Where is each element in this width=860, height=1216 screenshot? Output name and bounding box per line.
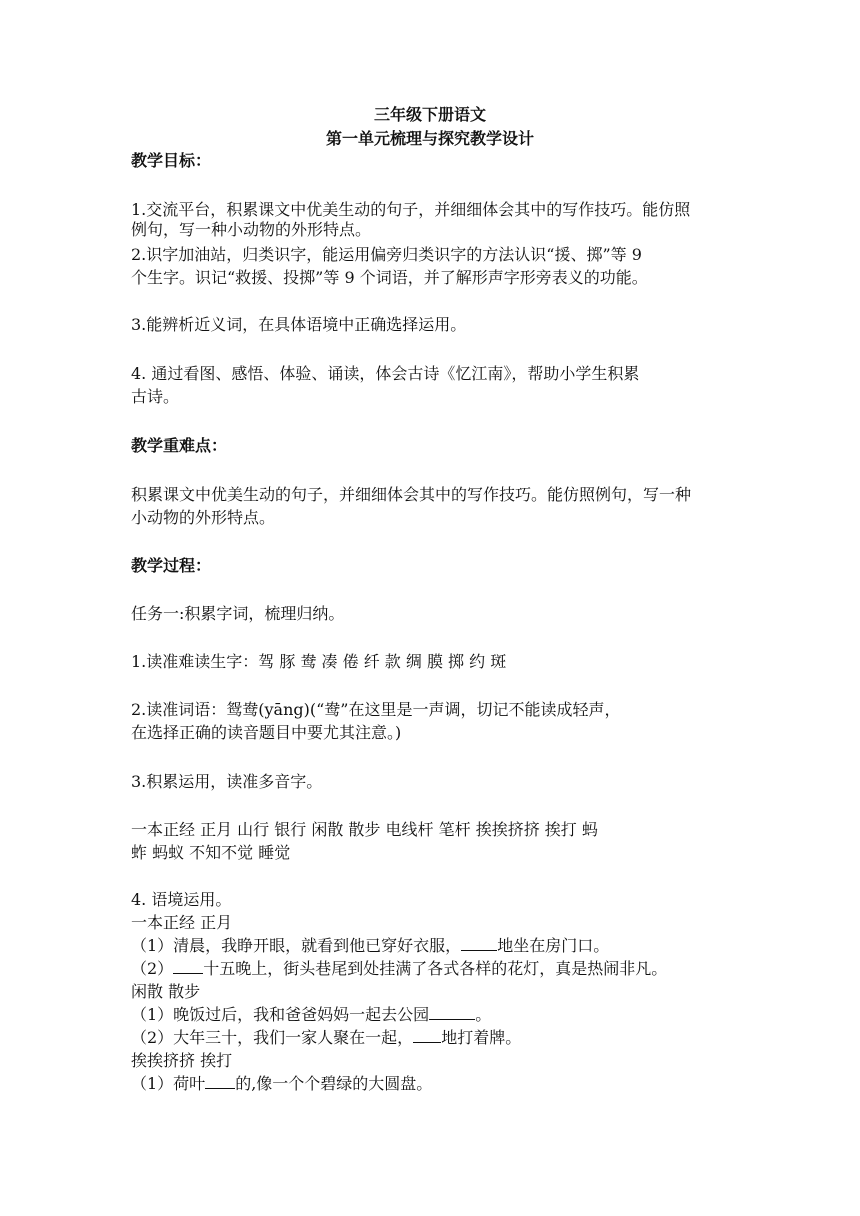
- question-text: （1）清晨，我睁开眼，就看到他已穿好衣服，: [131, 936, 462, 955]
- question-text: 地打着牌。: [441, 1028, 522, 1047]
- key-point-line1: 积累课文中优美生动的句子，并细细体会其中的写作技巧。能仿照例句，写一种: [131, 485, 692, 504]
- question-text: 地坐在房门口。: [497, 936, 610, 955]
- set-1-question-1: [131, 935, 609, 957]
- question-text: （1）晚饭过后，我和爸爸妈妈一起去公园: [131, 1005, 430, 1024]
- question-text: 十五晚上，街头巷尾到处挂满了各式各样的花灯，真是热闹非凡。: [203, 959, 668, 978]
- step-4: 4. 语境运用。: [131, 890, 232, 909]
- heading-teaching-goals: 教学目标：: [131, 151, 212, 170]
- goal-1-line1: 1.交流平台，积累课文中优美生动的句子，并细细体会其中的写作技巧。能仿照: [131, 200, 691, 219]
- step-3: 3.积累运用，读准多音字。: [131, 772, 323, 791]
- fill-blank[interactable]: [461, 936, 497, 951]
- fill-blank[interactable]: [173, 959, 203, 974]
- fill-blank[interactable]: [205, 1074, 235, 1089]
- question-text: 的,像一个个碧绿的大圆盘。: [235, 1074, 433, 1093]
- heading-process: 教学过程：: [131, 556, 212, 575]
- task-1: 任务一:积累字词，梳理归纳。: [131, 604, 345, 623]
- goal-4-line2: 古诗。: [131, 387, 180, 406]
- set-3-question-1: [131, 1073, 432, 1095]
- goal-2-line2: 个生字。识记“救援、投掷”等 9 个词语，并了解形声字形旁表义的功能。: [131, 268, 648, 287]
- doc-title-unit: 第一单元梳理与探究教学设计: [325, 129, 534, 148]
- step-2-line2: 在选择正确的读音题目中要尤其注意。): [131, 723, 402, 742]
- goal-3: 3.能辨析近义词，在具体语境中正确选择运用。: [131, 315, 467, 334]
- key-point-line2: 小动物的外形特点。: [131, 508, 276, 527]
- question-text: （2）大年三十，我们一家人聚在一起，: [131, 1028, 414, 1047]
- set-2-question-1: [131, 1004, 491, 1026]
- question-text: （2）: [131, 959, 174, 978]
- step-2-line1: 2.读准词语：鸳鸯(yāng)(“鸯”在这里是一声调，切记不能读成轻声，: [131, 700, 621, 719]
- goal-4-line1: 4. 通过看图、感悟、体验、诵读，体会古诗《忆江南》，帮助小学生积累: [131, 364, 640, 383]
- question-text: 。: [475, 1005, 492, 1024]
- question-text: （1）荷叶: [131, 1074, 206, 1093]
- set-2-question-2: [131, 1027, 521, 1049]
- polyphone-words-line2: 蚱 蚂蚁 不知不觉 睡觉: [131, 843, 291, 862]
- fill-blank[interactable]: [429, 1005, 475, 1020]
- polyphone-words-line1: 一本正经 正月 山行 银行 闲散 散步 电线杆 笔杆 挨挨挤挤 挨打 蚂: [131, 820, 598, 839]
- step-1-characters: 1.读准难读生字：驾 豚 鸯 凑 倦 纤 款 绸 膜 掷 约 斑: [131, 652, 507, 671]
- goal-1-line2: 例句，写一种小动物的外形特点。: [131, 220, 372, 239]
- set-3-words: 挨挨挤挤 挨打: [131, 1051, 233, 1070]
- doc-title-grade: 三年级下册语文: [373, 105, 486, 124]
- set-1-question-2: [131, 958, 667, 980]
- fill-blank[interactable]: [413, 1028, 441, 1043]
- set-2-words: 闲散 散步: [131, 982, 201, 1001]
- set-1-words: 一本正经 正月: [131, 913, 233, 932]
- heading-key-points: 教学重难点：: [131, 436, 228, 455]
- goal-2-line1: 2.识字加油站，归类识字，能运用偏旁归类识字的方法认识“援、掷”等 9: [131, 245, 642, 264]
